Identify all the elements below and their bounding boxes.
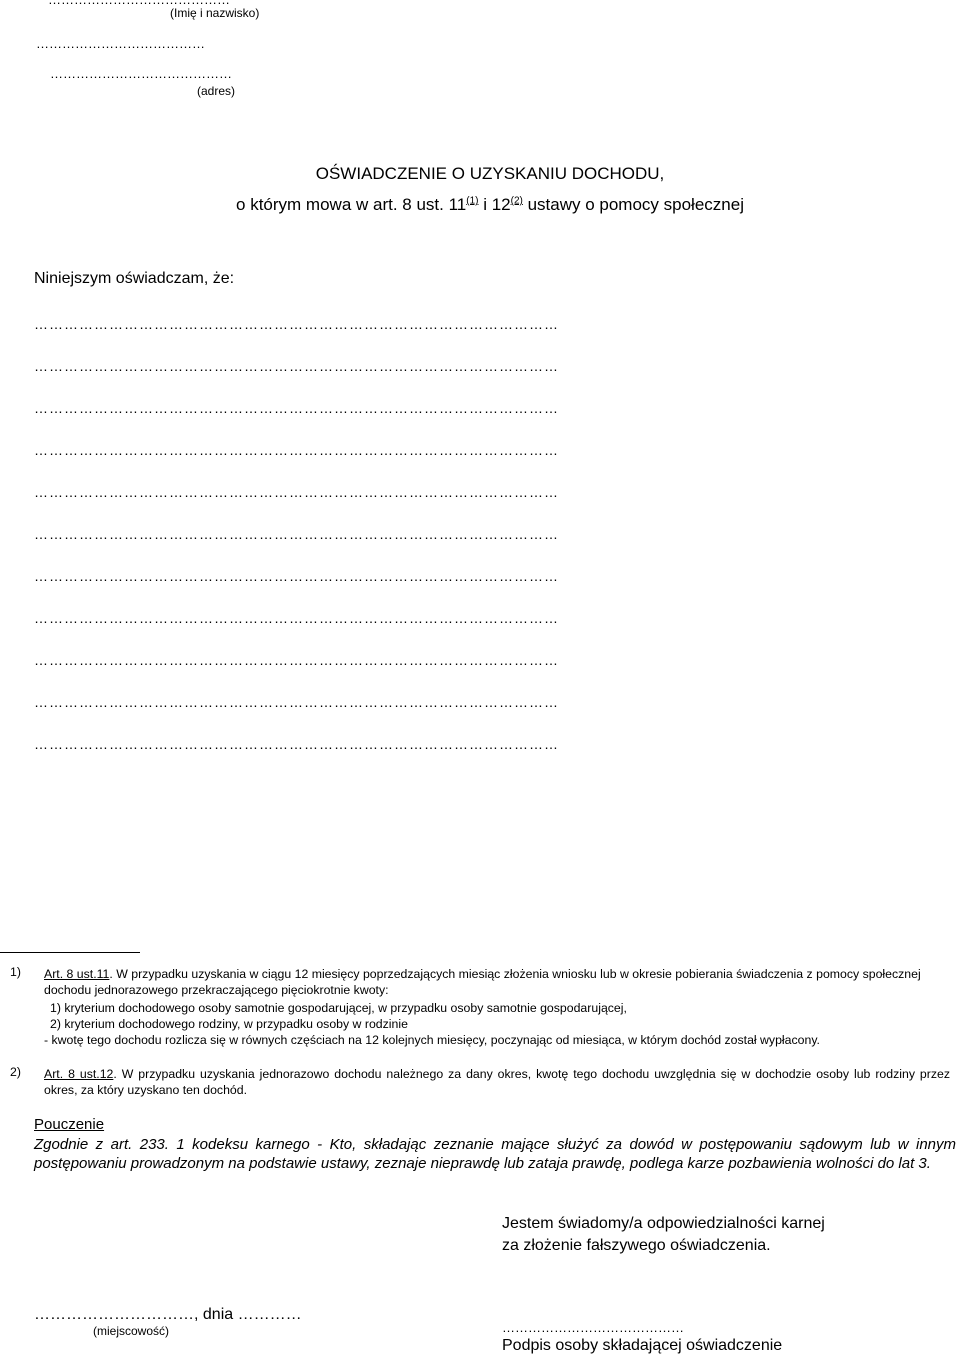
document-title-line2: o którym mowa w art. 8 ust. 11$^{(1)}$ i 12$^{(2)}$ ustawy o pomocy społecznej (236, 195, 744, 214)
footnote-2-number: 2) (10, 1065, 21, 1079)
address-label: (adres) (197, 84, 236, 98)
signature-label: Podpis osoby składającej oświadczenie (502, 1337, 783, 1354)
blank-line[interactable]: …………………………………………………………………………………………… (34, 484, 559, 500)
footnote-1: Art. 8 ust.11. W przypadku uzyskania w ciągu 12 miesięcy poprzedzających miesiąc złożenia wniosku lub w okresie pobierania świadczenia z pomocy społecznej dochodu jednorazowego przekraczającego pięciokrotnie kwoty: (44, 967, 921, 997)
place-date-field[interactable]: …………………………, dnia ………… (34, 1306, 302, 1323)
blank-line[interactable]: …………………………………………………………………………………………… (34, 442, 559, 458)
footnote-1-item-2: 2) kryterium dochodowego rodziny, w przypadku osoby w rodzinie (50, 1017, 408, 1031)
declaration-line2: za złożenie fałszywego oświadczenia. (502, 1237, 771, 1254)
intro-text: Niniejszym oświadczam, że: (34, 270, 235, 287)
blank-line[interactable]: …………………………………………………………………………………………… (34, 694, 559, 710)
footnote-separator (0, 952, 140, 953)
blank-line[interactable]: …………………………………………………………………………………………… (34, 400, 559, 416)
footnote-2: Art. 8 ust.12. W przypadku uzyskania jednorazowo dochodu należnego za dany okres, kwotę tego dochodu uwzględnia się w dochodzie osoby lub rodziny przez okres, za który uzyskano ten dochód. (44, 1067, 950, 1097)
address-dots-2: …………………………………… (50, 66, 232, 81)
declaration-line1: Jestem świadomy/a odpowiedzialności karnej (502, 1215, 825, 1232)
address-dots-1: ………………………………… (36, 36, 205, 51)
blank-line[interactable]: …………………………………………………………………………………………… (34, 568, 559, 584)
blank-line[interactable]: …………………………………………………………………………………………… (34, 736, 559, 752)
pouczenie-text: Zgodnie z art. 233. 1 kodeksu karnego - Kto, składając zeznanie mające służyć za dowód w postępowaniu sądowym lub w innym postępowaniu prowadzonym na podstawie ustawy, zeznaje nieprawdę lub zataja prawdę, podlega karze pozbawienia wolności do lat 3. (34, 1136, 956, 1172)
footnote-ref-2: (2) (510, 195, 523, 207)
blank-line[interactable]: …………………………………………………………………………………………… (34, 316, 559, 332)
footnote-2-ref: Art. 8 ust.12 (44, 1067, 114, 1081)
footnote-1-item-3: - kwotę tego dochodu rozlicza się w równych częściach na 12 kolejnych miesięcy, poczynając od miesiąca, w którym dochód został wypłacony. (44, 1033, 820, 1047)
blank-line[interactable]: …………………………………………………………………………………………… (34, 610, 559, 626)
blank-line[interactable]: …………………………………………………………………………………………… (34, 526, 559, 542)
footnote-1-item-1: 1) kryterium dochodowego osoby samotnie gospodarującej, w przypadku osoby samotnie gospodarującej, (50, 1001, 627, 1015)
signature-field[interactable]: …………………………………… (502, 1320, 684, 1335)
name-label: (Imię i nazwisko) (170, 6, 260, 20)
footnote-1-ref: Art. 8 ust.11 (44, 967, 110, 981)
blank-line[interactable]: …………………………………………………………………………………………… (34, 358, 559, 374)
footnote-1-number: 1) (10, 965, 21, 979)
document-title-line1: OŚWIADCZENIE O UZYSKANIU DOCHODU, (315, 164, 665, 183)
place-label: (miejscowość) (93, 1324, 170, 1338)
pouczenie-heading: Pouczenie (34, 1116, 105, 1133)
blank-line[interactable]: …………………………………………………………………………………………… (34, 652, 559, 668)
footnote-ref-1: (1) (466, 195, 479, 207)
